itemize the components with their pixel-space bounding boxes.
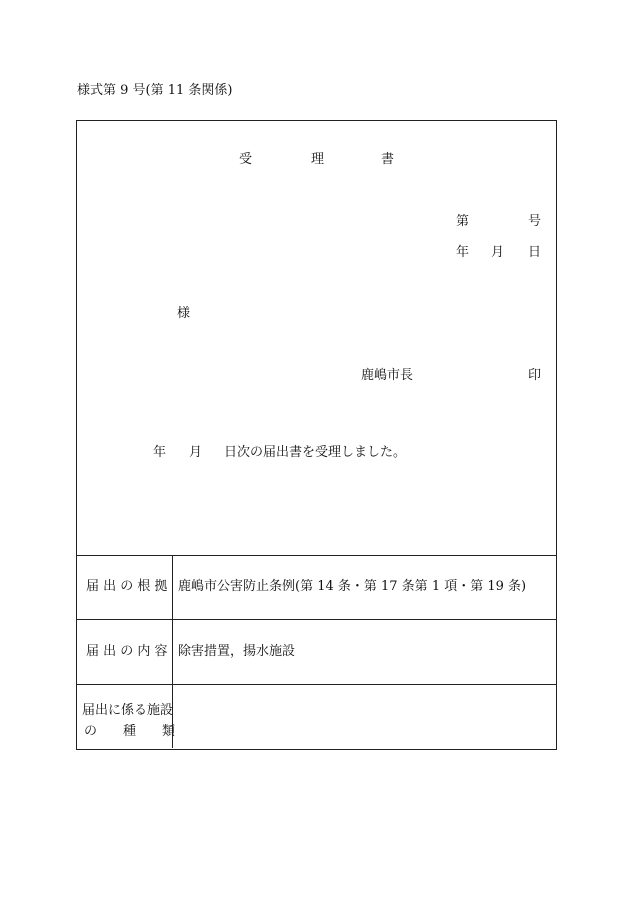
date-month-label: 月 — [491, 245, 505, 260]
seal-mark: 印 — [528, 368, 542, 383]
addressee-honorific: 様 — [177, 306, 191, 321]
facility-type-label-line2: の 種 類 — [84, 724, 176, 739]
table-column-divider — [172, 555, 173, 748]
title-char-2: 理 — [311, 152, 325, 167]
content-value: 除害措置，揚水施設 — [178, 644, 296, 659]
facility-type-label-line1: 届出に係る施設 — [82, 703, 174, 718]
table-top-divider — [77, 555, 556, 556]
acceptance-month-label: 月 — [189, 445, 203, 460]
title-char-3: 書 — [381, 152, 395, 167]
acceptance-year-label: 年 — [153, 445, 167, 460]
date-day-label: 日 — [528, 245, 542, 260]
basis-label: 届 出 の 根 拠 — [86, 579, 168, 594]
issuer-name: 鹿嶋市長 — [361, 368, 414, 383]
basis-value: 鹿嶋市公害防止条例(第 14 条・第 17 条第 1 項・第 19 条) — [178, 579, 527, 594]
document-number-suffix: 号 — [528, 214, 542, 229]
date-year-label: 年 — [456, 245, 470, 260]
table-row-divider — [77, 619, 556, 620]
title-char-1: 受 — [239, 152, 253, 167]
acceptance-statement: 日次の届出書を受理しました。 — [224, 445, 407, 460]
form-number: 様式第 9 号(第 11 条関係) — [77, 83, 233, 98]
table-row-divider — [77, 684, 556, 685]
content-label: 届 出 の 内 容 — [86, 644, 168, 659]
document-number-prefix: 第 — [456, 214, 470, 229]
